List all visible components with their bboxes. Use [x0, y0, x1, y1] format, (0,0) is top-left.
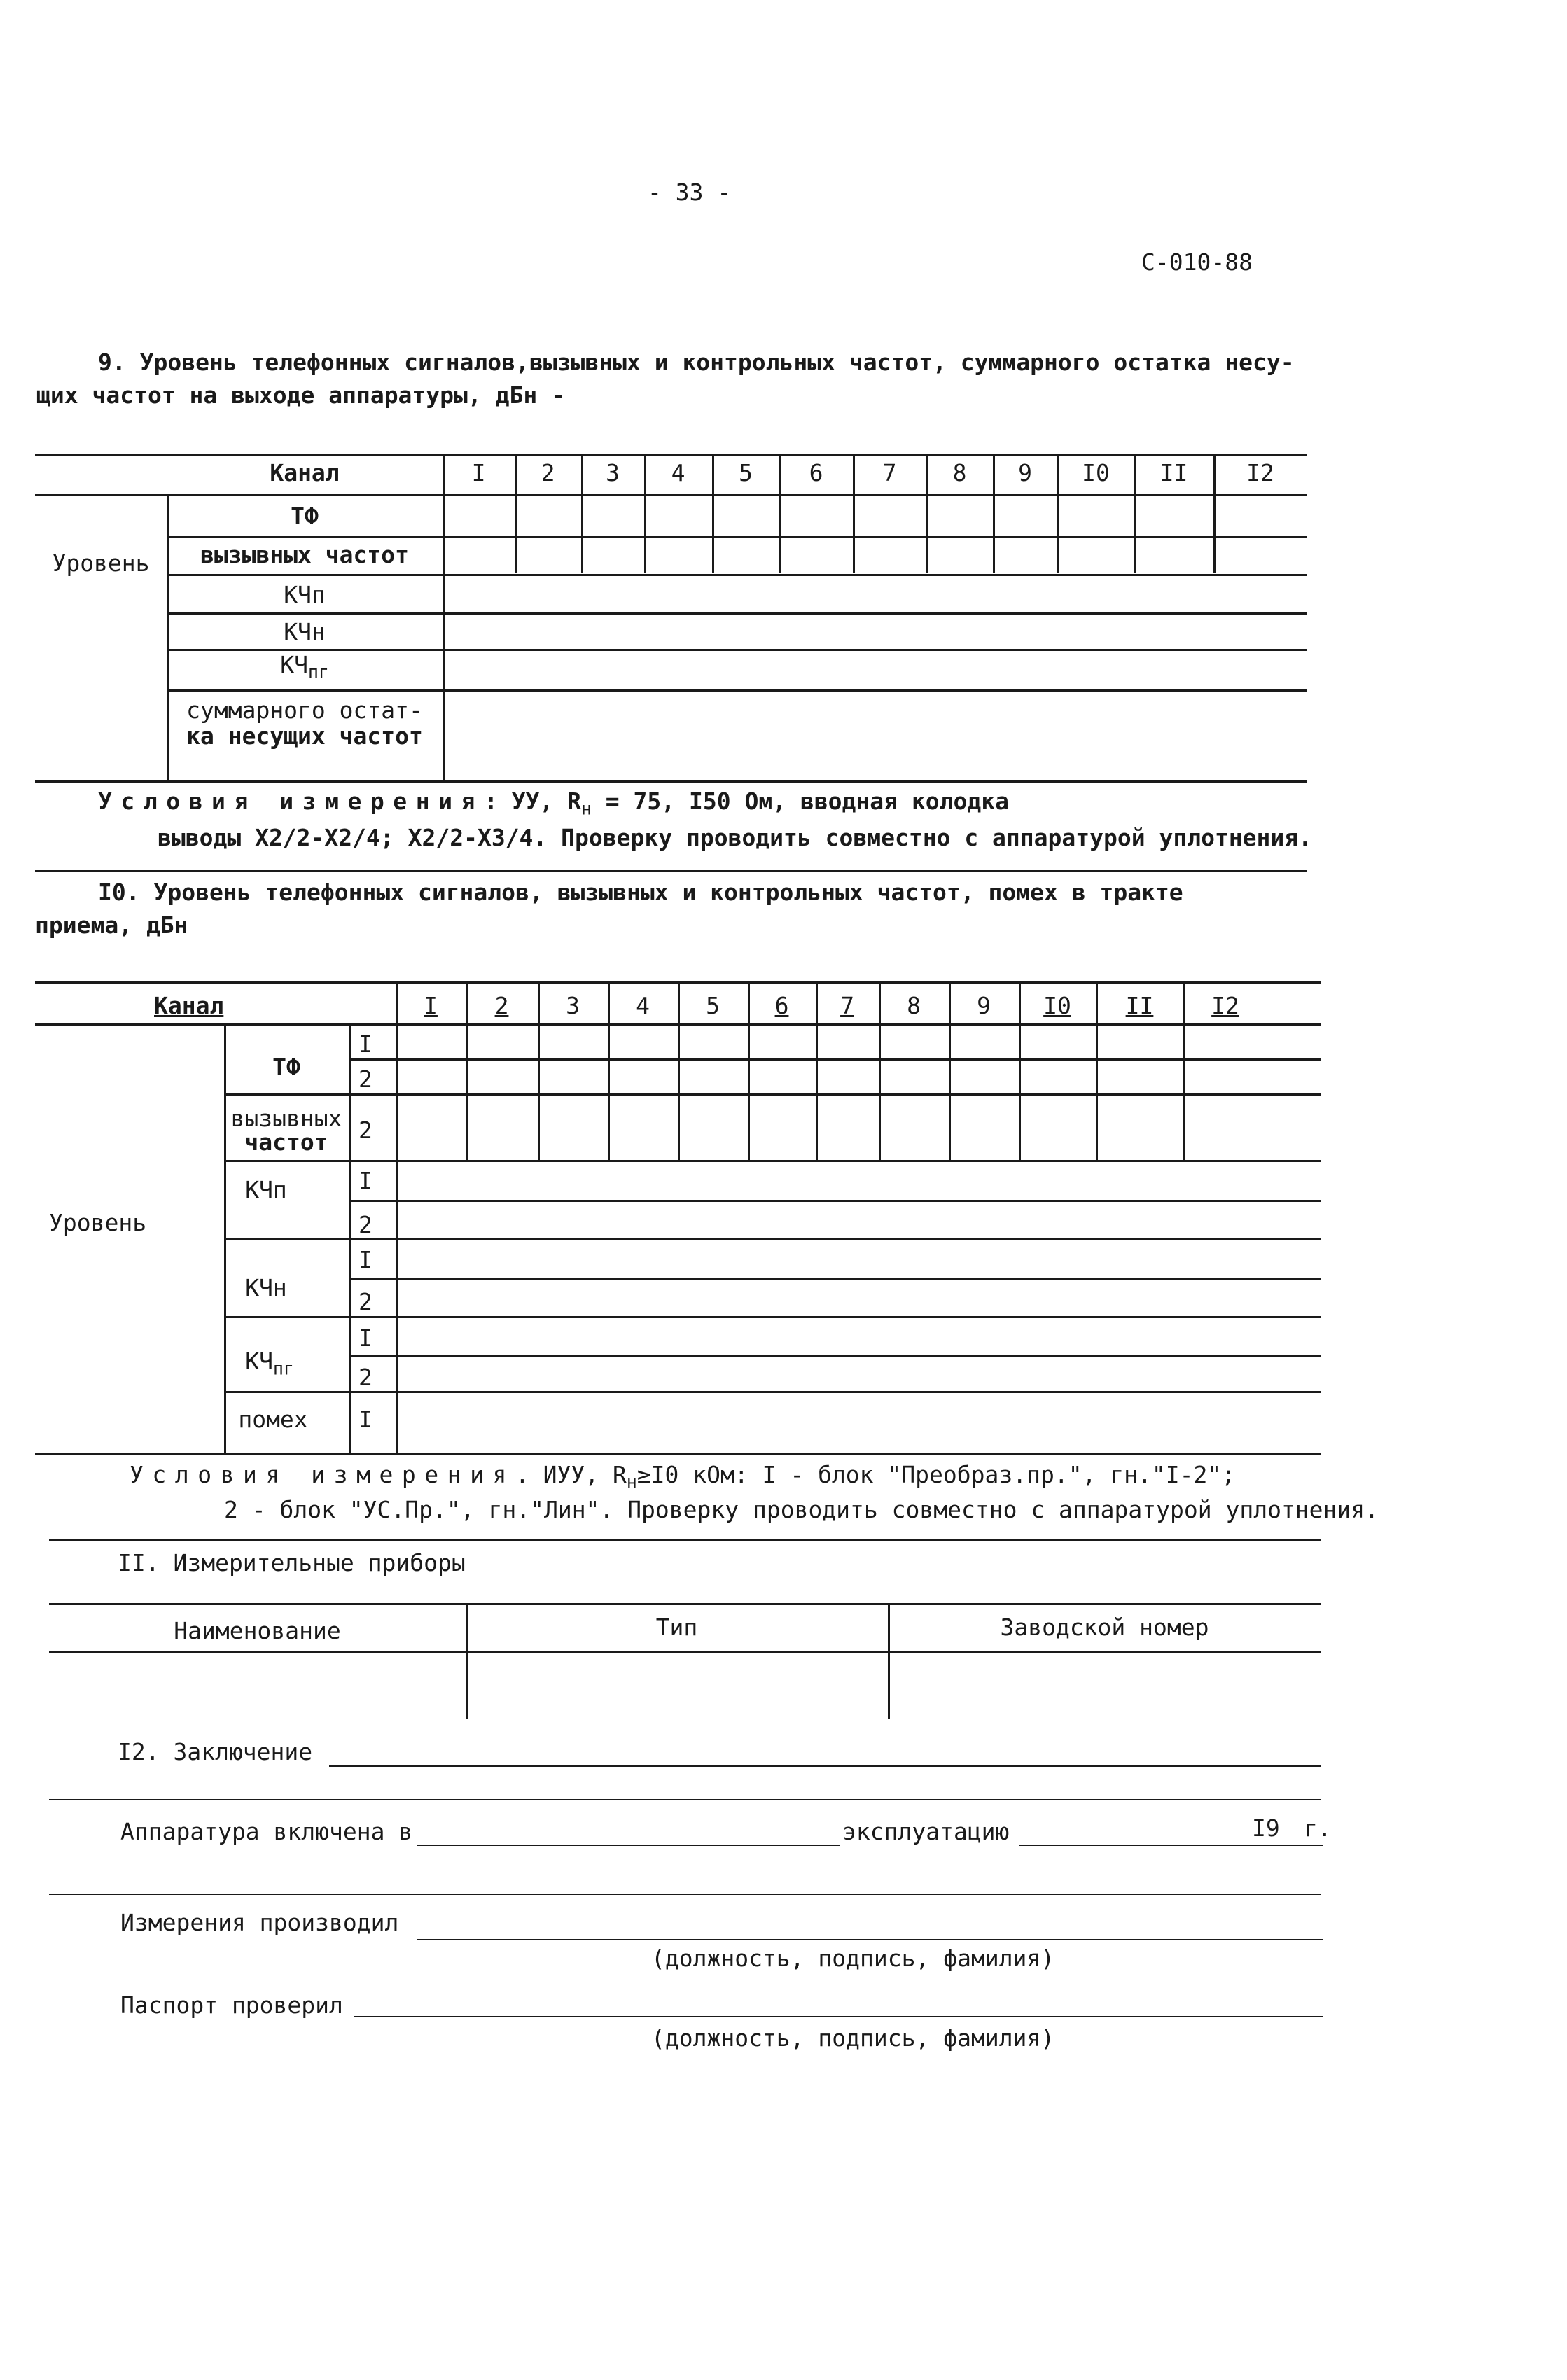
- channel-7: 7: [840, 992, 854, 1019]
- table-header-channel: Канал: [154, 992, 224, 1019]
- channel-12: I2: [1211, 992, 1239, 1019]
- row-kchp: КЧп: [245, 1176, 287, 1203]
- channel-7: 7: [882, 459, 897, 486]
- channel-10: I0: [1043, 992, 1071, 1019]
- row-number: 2: [358, 1116, 372, 1144]
- row-kchpg: $КЧ_{пг}$: [245, 1348, 294, 1379]
- year-prefix: I9: [1252, 1814, 1280, 1842]
- channel-3: 3: [606, 459, 620, 486]
- channel-4: 4: [671, 459, 685, 486]
- channel-9: 9: [977, 992, 991, 1019]
- row-number: I: [358, 1406, 372, 1433]
- section-10-conditions-line2: 2 - блок "УС.Пр.", гн."Лин". Проверку проводить совместно с аппаратурой уплотнения.: [224, 1496, 1379, 1523]
- passport-checked-caption: (должность, подпись, фамилия): [651, 2024, 1055, 2052]
- channel-11: II: [1159, 459, 1188, 486]
- year-suffix: г.: [1304, 1814, 1332, 1842]
- channel-9: 9: [1018, 459, 1032, 486]
- channel-2: 2: [541, 459, 555, 486]
- row-residual-carrier-line1: суммарного остат-: [186, 696, 423, 724]
- row-number: 2: [358, 1288, 372, 1315]
- section-10-title-line1: I0. Уровень телефонных сигналов, вызывных и контрольных частот, помех в тракте: [98, 878, 1183, 906]
- section-9-conditions-line1: Условия измерения: УУ, $R_н = 75$, I50 Ом, вводная колодка: [98, 788, 1009, 819]
- row-kchpg: $КЧ_{пг}$: [280, 651, 329, 682]
- document-code: С-010-88: [1141, 248, 1253, 276]
- instruments-col-type: Тип: [655, 1614, 698, 1641]
- row-tf: ТФ: [272, 1054, 300, 1081]
- channel-6: 6: [774, 992, 789, 1019]
- section-11-title: II. Измерительные приборы: [118, 1549, 466, 1576]
- row-number: I: [358, 1167, 372, 1194]
- equipment-field[interactable]: [417, 1844, 840, 1846]
- channel-3: 3: [566, 992, 580, 1019]
- instruments-col-serial: Заводской номер: [1000, 1614, 1209, 1641]
- equipment-put-in-label: Аппаратура включена в: [120, 1818, 413, 1845]
- conclusion-field[interactable]: [329, 1765, 1321, 1767]
- channel-8: 8: [907, 992, 921, 1019]
- channel-10: I0: [1082, 459, 1110, 486]
- section-9-conditions-line2: выводы Х2/2-Х2/4; Х2/2-Х3/4. Проверку проводить совместно с аппаратурой уплотнения.: [158, 824, 1313, 851]
- channel-4: 4: [636, 992, 650, 1019]
- row-number: I: [358, 1246, 372, 1273]
- row-residual-carrier-line2: ка несущих частот: [186, 722, 423, 750]
- conclusion-label: I2. Заключение: [118, 1738, 313, 1765]
- exploitation-date-field[interactable]: [1019, 1844, 1323, 1846]
- row-call-frequencies-line2: частот: [244, 1128, 328, 1156]
- exploitation-label: эксплуатацию: [842, 1818, 1010, 1845]
- row-tf: ТФ: [291, 503, 319, 530]
- conclusion-field-2[interactable]: [49, 1799, 1321, 1800]
- channel-8: 8: [952, 459, 967, 486]
- row-kchp: КЧп: [284, 581, 326, 608]
- row-number: 2: [358, 1211, 372, 1238]
- section-9-title-line1: 9. Уровень телефонных сигналов,вызывных и контрольных частот, суммарного остатка несу-: [98, 349, 1295, 376]
- row-group-level: Уровень: [49, 1209, 147, 1236]
- row-kchn: КЧн: [284, 618, 326, 645]
- channel-6: 6: [809, 459, 823, 486]
- row-group-level: Уровень: [52, 550, 150, 577]
- section-10-title-line2: приема, дБн: [35, 911, 188, 939]
- row-number: I: [358, 1030, 372, 1058]
- row-call-frequencies-line1: вызывных: [230, 1105, 342, 1132]
- row-call-frequencies: вызывных частот: [200, 541, 409, 568]
- row-number: 2: [358, 1364, 372, 1391]
- channel-11: II: [1125, 992, 1154, 1019]
- channel-1: I: [424, 992, 438, 1019]
- section-9-title-line2: щих частот на выходе аппаратуры, дБн -: [36, 382, 565, 409]
- measured-by-caption: (должность, подпись, фамилия): [651, 1945, 1055, 1972]
- channel-2: 2: [494, 992, 509, 1019]
- page-number: - 33 -: [648, 178, 732, 206]
- passport-checked-field[interactable]: [354, 2016, 1323, 2017]
- measured-by-field[interactable]: [417, 1939, 1323, 1940]
- row-number: I: [358, 1324, 372, 1352]
- passport-checked-label: Паспорт проверил: [120, 1991, 343, 2019]
- channel-12: I2: [1246, 459, 1274, 486]
- channel-5: 5: [739, 459, 753, 486]
- channel-1: I: [471, 459, 486, 486]
- section-10-conditions-line1: Условия измерения. ИУУ, $R_н\ge I0$ кОм: I - блок "Преобраз.пр.", гн."I-2";: [130, 1461, 1236, 1492]
- row-kchn: КЧн: [245, 1274, 287, 1301]
- channel-5: 5: [706, 992, 720, 1019]
- row-number: 2: [358, 1065, 372, 1093]
- separator-line: [49, 1893, 1321, 1895]
- table-header-channel: Канал: [270, 459, 340, 486]
- measured-by-label: Измерения производил: [120, 1909, 399, 1936]
- instruments-col-name: Наименование: [174, 1617, 341, 1644]
- row-noise: помех: [238, 1406, 308, 1433]
